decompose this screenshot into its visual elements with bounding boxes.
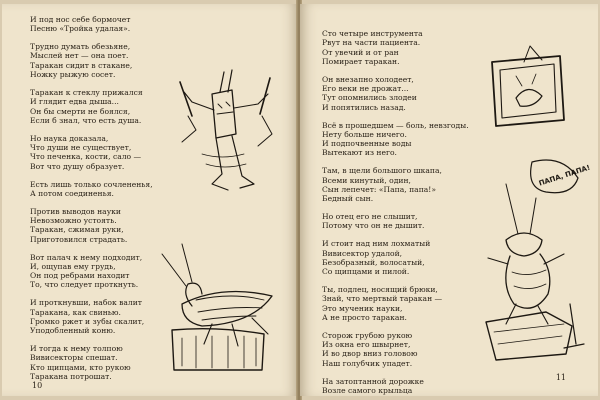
stanza bbox=[30, 88, 170, 125]
poem-line: Там, в щели большого шкапа, bbox=[322, 166, 442, 176]
poem-line: Мыслей нет — она поет. bbox=[30, 51, 129, 61]
poem-line: Безобразный, волосатый, bbox=[322, 257, 425, 267]
poem-line: Вивисекторы спешат. bbox=[30, 353, 118, 363]
poem-line: Таракана потрошат. bbox=[30, 371, 112, 381]
poem-line: И глядит едва дыша... bbox=[30, 97, 119, 107]
poem-line: Вивисектор удалой, bbox=[322, 248, 403, 258]
left-poem-column bbox=[30, 15, 170, 390]
executioner-cockroach-illustration bbox=[162, 64, 292, 214]
poem-line: Таракан, сжимая руки, bbox=[30, 225, 124, 235]
stanza bbox=[322, 212, 482, 231]
poem-line: Вот палач к нему подходит, bbox=[30, 252, 143, 262]
poem-line: Против выводов науки bbox=[30, 206, 121, 216]
poem-line: Ножку рыжую сосет. bbox=[30, 70, 116, 80]
stanza bbox=[322, 239, 482, 276]
poem-line: Таракан к стеклу прижался bbox=[30, 87, 143, 97]
poem-line: И, ощупав ему грудь, bbox=[30, 261, 116, 271]
child-cockroach-illustration bbox=[476, 154, 592, 364]
stanza bbox=[30, 180, 170, 199]
stanza bbox=[322, 29, 482, 66]
poem-line: Громко ржет и зубы скалит, bbox=[30, 316, 145, 326]
poem-line: И проткнувши, набок валит bbox=[30, 298, 143, 308]
poem-line: И подпочвенные воды bbox=[322, 139, 412, 149]
poem-line: Есть лишь только сочлененья, bbox=[30, 179, 153, 189]
poem-line: Помирает таракан. bbox=[322, 56, 400, 66]
stanza bbox=[30, 207, 170, 244]
poem-line: Это мученик науки, bbox=[322, 303, 403, 313]
stanza bbox=[30, 15, 170, 34]
poem-line: Рвут на части пациента. bbox=[322, 38, 421, 48]
poem-line: Таракана, как свинью. bbox=[30, 307, 121, 317]
right-poem-column bbox=[322, 29, 482, 396]
stanza bbox=[322, 75, 482, 112]
poem-line: Бедный сын. bbox=[322, 194, 374, 204]
poem-line: Нету больше ничего. bbox=[322, 129, 407, 139]
poem-line: Знай, что мертвый таракан — bbox=[322, 294, 443, 304]
poem-line: Возле самого крыльца bbox=[322, 385, 413, 395]
poem-line: Со щипцами и пилой. bbox=[322, 267, 410, 277]
stanza bbox=[30, 42, 170, 79]
poem-line: Но отец его не слышит, bbox=[322, 212, 418, 222]
poem-line: Он под ребрами находит bbox=[30, 271, 130, 281]
stanza bbox=[322, 166, 482, 203]
stanza bbox=[322, 377, 482, 396]
stanza bbox=[30, 344, 170, 381]
stanza bbox=[30, 134, 170, 171]
poem-line: Трудно думать обезьяне, bbox=[30, 42, 131, 52]
poem-line: Невозможно устоять. bbox=[30, 216, 117, 226]
poem-line: Всё в прошедшем — боль, невзгоды. bbox=[322, 120, 469, 130]
poem-line: То, что следует проткнуть. bbox=[30, 280, 139, 290]
stanza bbox=[322, 121, 482, 158]
poem-line: Что печенка, кости, сало — bbox=[30, 152, 142, 162]
poem-line: Ты, подлец, носящий брюки, bbox=[322, 285, 438, 295]
framed-portrait-illustration bbox=[472, 42, 572, 132]
poem-line: А потом соединенья. bbox=[30, 188, 114, 198]
poem-line: И тогда к нему толпою bbox=[30, 344, 123, 354]
poem-line: А не просто таракан. bbox=[322, 312, 407, 322]
poem-line: Наш голубчик упадет. bbox=[322, 358, 413, 368]
page-number-right: 11 bbox=[555, 373, 566, 382]
poem-line: Песню «Тройка удалая». bbox=[30, 24, 131, 34]
poem-line: Кто щипцами, кто рукою bbox=[30, 362, 131, 372]
left-page bbox=[2, 4, 298, 396]
poem-line: Если б знал, что есть душа. bbox=[30, 115, 142, 125]
cockroach-on-block-illustration bbox=[152, 234, 292, 374]
poem-line: Тут опомнились злодеи bbox=[322, 93, 417, 103]
stanza bbox=[30, 298, 170, 335]
poem-line: Он внезапно холодеет, bbox=[322, 74, 414, 84]
poem-line: Его веки не дрожат... bbox=[322, 84, 409, 94]
poem-line: Он бы смерти не боялся, bbox=[30, 106, 131, 116]
poem-line: От увечий и от ран bbox=[322, 47, 399, 57]
poem-line: Из окна его швырнет, bbox=[322, 340, 411, 350]
poem-line: Уподобленный коню. bbox=[30, 326, 116, 336]
poem-line: Но наука доказала, bbox=[30, 133, 109, 143]
poem-line: Приготовился страдать. bbox=[30, 234, 128, 244]
poem-line: Что души не существует, bbox=[30, 143, 132, 153]
poem-line: Сын лепечет: «Папа, папа!» bbox=[322, 184, 436, 194]
poem-line: Вот что душу образует. bbox=[30, 161, 125, 171]
stanza bbox=[322, 285, 482, 322]
page-number-left: 10 bbox=[32, 381, 43, 390]
poem-line: И во двор вниз головою bbox=[322, 349, 418, 359]
poem-line: На затоптанной дорожке bbox=[322, 376, 424, 386]
poem-line: Таракан сидит в стакане, bbox=[30, 60, 133, 70]
poem-line: Сто четыре инструмента bbox=[322, 29, 423, 38]
poem-line: Всеми кинутый, один, bbox=[322, 175, 411, 185]
papa-speech-text: ПАПА, ПАПА! bbox=[537, 163, 592, 188]
poem-line: И стоит над ним лохматый bbox=[322, 239, 431, 249]
poem-line: И попятились назад. bbox=[322, 102, 406, 112]
stanza bbox=[322, 331, 482, 368]
poem-line: Вытекают из него. bbox=[322, 148, 397, 158]
poem-line: Сторож грубою рукою bbox=[322, 330, 413, 340]
poem-line: Потому что он не дышит. bbox=[322, 221, 425, 231]
stanza bbox=[30, 253, 170, 290]
poem-line: И под нос себе бормочет bbox=[30, 15, 131, 24]
right-page bbox=[300, 4, 598, 396]
